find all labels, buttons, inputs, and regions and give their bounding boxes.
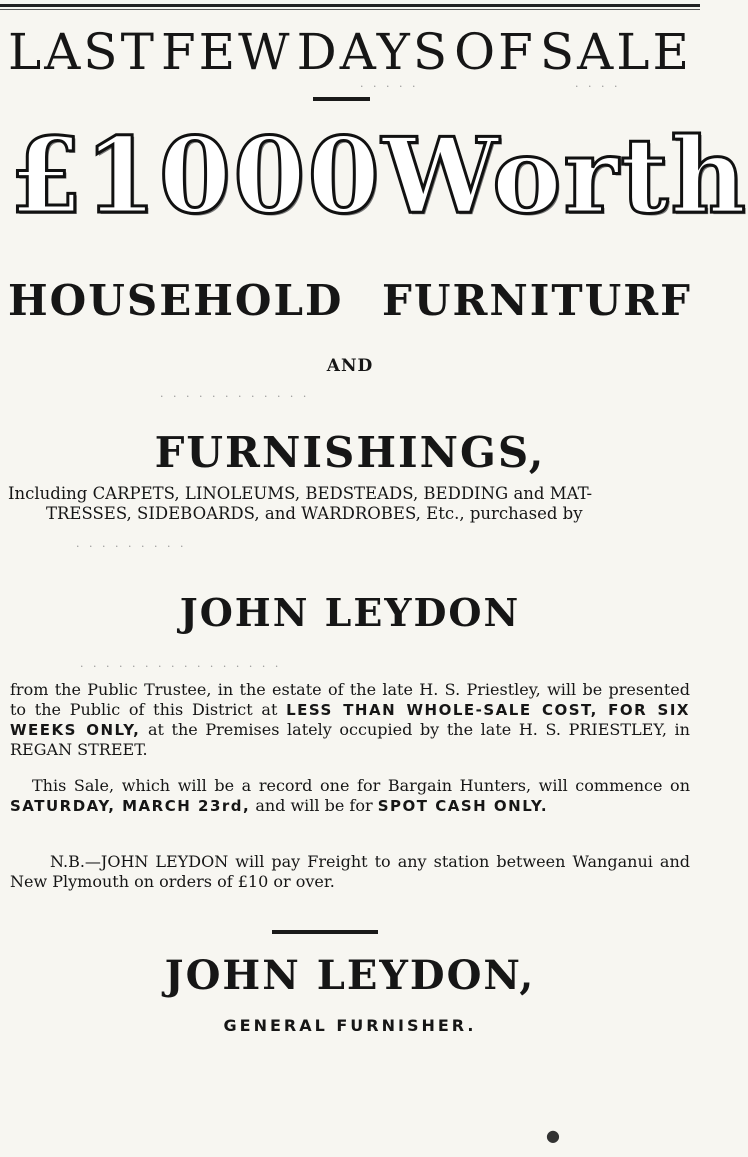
headline-word: OF [454,23,536,81]
top-border-rule [0,4,700,7]
print-noise: · · · · · · · · · · · · [160,390,310,403]
trustee-paragraph [10,680,690,760]
sale-text-2: and will be for [255,796,373,815]
and-word: AND [326,356,374,376]
headline-word: LAST [8,23,157,81]
furnishings-heading: FURNISHINGS, [154,428,546,477]
trustee-text-2: at the Premises lately occupied by the late H. S. PRIESTLEY, in REGAN STREET. [10,720,690,759]
headline-word: DAYS [296,23,451,81]
furniture-word: FURNITURF [382,276,692,325]
print-noise: · · · · · [360,80,419,93]
trustee-emphasis: LESS THAN WHOLE-SALE COST, FOR SIX WEEKS ONLY, [10,701,690,739]
sale-date: SATURDAY, MARCH 23rd, [10,797,251,815]
headline-word: SALE [539,23,692,81]
household-furniture-heading [8,276,692,325]
sale-terms: SPOT CASH ONLY. [377,797,549,815]
including-line-1: Including CARPETS, LINOLEUMS, BEDSTEADS, BEDDING and MAT- [8,484,593,503]
headline-word: FEW [160,23,293,81]
print-noise: · · · · · · · · · · · · · · · · [80,660,282,673]
print-noise: · · · · [575,80,621,93]
sale-paragraph [10,776,690,816]
worth-banner [10,113,748,237]
sale-headline [0,22,700,82]
merchant-name-signature: JOHN LEYDON, [164,952,536,999]
print-noise: · · · · · · · · · [76,540,187,553]
worth-text: Worth [381,113,748,237]
amount-text: £1000 [10,113,382,237]
divider-rule [313,97,370,101]
merchant-tagline: GENERAL FURNISHER. [223,1016,477,1035]
including-line-2: TRESSES, SIDEBOARDS, and WARDROBES, Etc., purchased by [46,504,583,523]
divider-rule [272,930,378,934]
top-border-rule-thin [0,9,700,10]
sale-text: This Sale, which will be a record one for Bargain Hunters, will commence on [32,776,690,795]
merchant-name: JOHN LEYDON [179,590,521,635]
nb-paragraph: N.B.—JOHN LEYDON will pay Freight to any station between Wanganui and New Plymouth on orders of £10 or over. [10,852,690,891]
household-word: HOUSEHOLD [8,276,344,325]
print-blot: ● [546,1126,563,1145]
trustee-text: from the Public Trustee, in the estate of the late H. S. Priestley, will be presented to the Public of this District at [10,680,690,719]
